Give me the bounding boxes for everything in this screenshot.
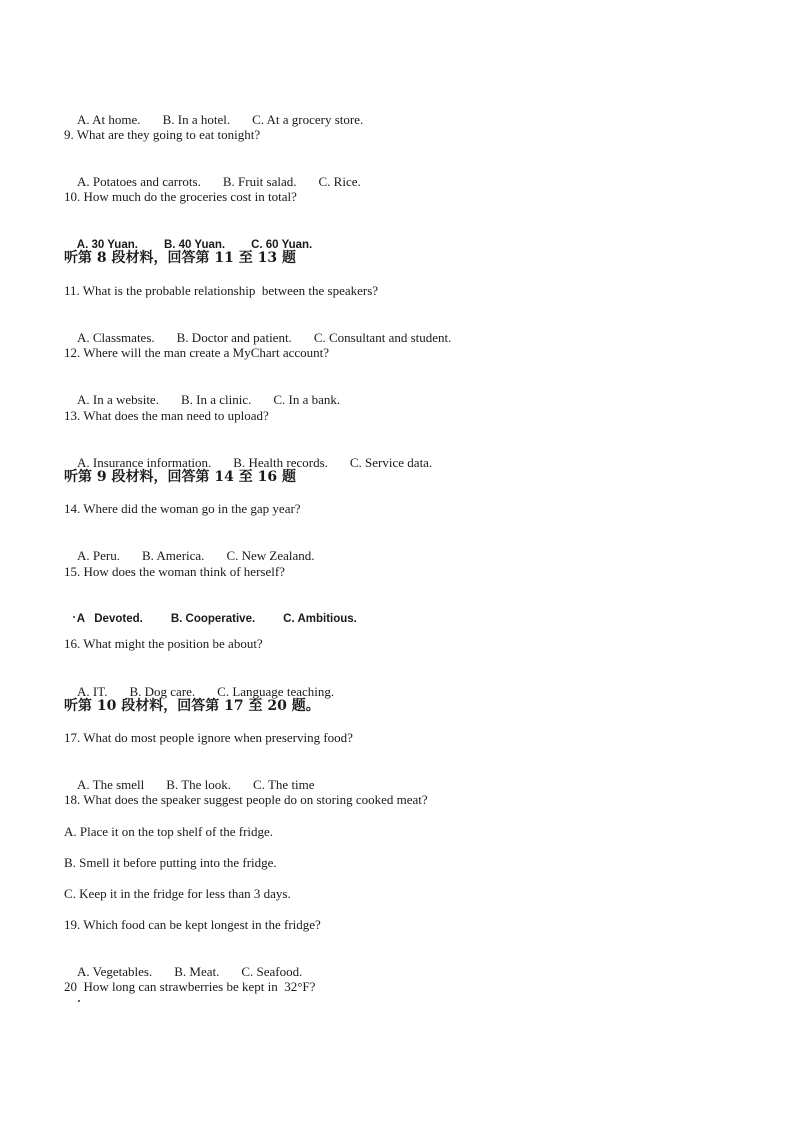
q16-option-c: C. Language teaching. (217, 684, 335, 699)
q9-question: 9. What are they going to eat tonight? (64, 127, 261, 142)
q8-option-b: B. In a hotel. (162, 112, 231, 127)
q19-option-c: C. Seafood. (241, 964, 303, 979)
section-9-heading: 听第 9 段材料，回答第 14 至 16 题 (64, 469, 296, 485)
q14-option-b: B. America. (141, 548, 205, 563)
q11-option-a: A. Classmates. (77, 330, 155, 345)
q16-option-a: A. IT. (77, 684, 108, 699)
stray-mark (73, 616, 75, 618)
q9-option-c: C. Rice. (318, 174, 361, 189)
q9-option-a: A. Potatoes and carrots. (77, 174, 201, 189)
q11-option-c: C. Consultant and student. (313, 330, 452, 345)
section-10-heading: 听第 10 段材料，回答第 17 至 20 题。 (64, 698, 320, 714)
q10-option-b: B. 40 Yuan. (163, 239, 226, 251)
q15-option-c: C. Ambitious. (283, 613, 357, 625)
stray-mark (78, 1000, 80, 1002)
q19-question: 19. Which food can be kept longest in the fridge? (64, 917, 321, 932)
q15-option-b: B. Cooperative. (170, 613, 256, 625)
q13-question: 13. What does the man need to upload? (64, 408, 269, 423)
q10-question: 10. How much do the groceries cost in total? (64, 189, 297, 204)
q13-option-a: A. Insurance information. (77, 455, 212, 470)
q17-option-c: C. The time (253, 777, 315, 792)
q13-option-c: C. Service data. (349, 455, 433, 470)
q12-option-a: A. In a website. (77, 392, 159, 407)
q9-option-b: B. Fruit salad. (222, 174, 297, 189)
q14-option-a: A. Peru. (77, 548, 120, 563)
q19-option-b: B. Meat. (174, 964, 220, 979)
q11-option-b: B. Doctor and patient. (176, 330, 292, 345)
q18-option-a: A. Place it on the top shelf of the fridge. (64, 824, 274, 839)
q19-option-a: A. Vegetables. (77, 964, 153, 979)
q12-option-c: C. In a bank. (273, 392, 341, 407)
section-8-heading: 听第 8 段材料，回答第 11 至 13 题 (64, 250, 296, 266)
q17-option-b: B. The look. (166, 777, 232, 792)
q15-option-a: A Devoted. (76, 613, 143, 625)
q11-question: 11. What is the probable relationship between the speakers? (64, 283, 379, 298)
q12-option-b: B. In a clinic. (180, 392, 252, 407)
q18-option-b: B. Smell it before putting into the fridge. (64, 855, 277, 870)
q17-option-a: A. The smell (77, 777, 145, 792)
q10-option-a: A. 30 Yuan. (76, 239, 138, 251)
q16-question: 16. What might the position be about? (64, 636, 263, 651)
q17-question: 17. What do most people ignore when preserving food? (64, 730, 353, 745)
q16-option-b: B. Dog care. (129, 684, 196, 699)
q13-option-b: B. Health records. (233, 455, 328, 470)
q8-option-a: A. At home. (77, 112, 141, 127)
q15-question: 15. How does the woman think of herself? (64, 564, 285, 579)
q20-question: 20 How long can strawberries be kept in 32°F? (64, 979, 316, 994)
q14-option-c: C. New Zealand. (226, 548, 315, 563)
q14-question: 14. Where did the woman go in the gap year? (64, 501, 301, 516)
q12-question: 12. Where will the man create a MyChart account? (64, 345, 330, 360)
q10-option-c: C. 60 Yuan. (251, 239, 313, 251)
q18-option-c: C. Keep it in the fridge for less than 3 days. (64, 886, 291, 901)
q8-option-c: C. At a grocery store. (252, 112, 364, 127)
q18-question: 18. What does the speaker suggest people do on storing cooked meat? (64, 792, 428, 807)
